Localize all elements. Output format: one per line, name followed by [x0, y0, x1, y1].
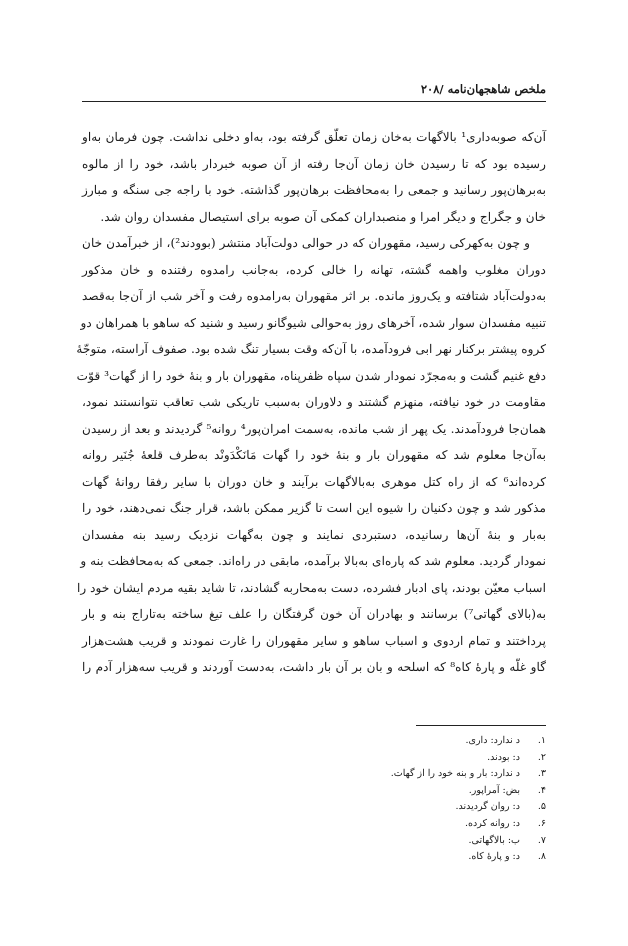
running-header: ملخص شاهجهان‌نامه /۲۰۸ — [420, 82, 546, 96]
footnote — [82, 766, 546, 783]
text-line: به‌دولت‌آباد شتافته و یک‌روز مانده. بر اثر مقهوران به‌رامدوه رفت و آخر شب از آن‌جا به‌قصد — [82, 289, 546, 303]
footnote-number: ۳. — [537, 768, 546, 780]
footnote — [82, 833, 546, 850]
text-line: مذکور شد و چون دکنیان را شیوه این است تا گزیر ممکن باشد، قرار جنگ نمی‌دهند، خود را — [82, 501, 546, 515]
footnote-text: د: روان گردیدند. — [455, 801, 520, 813]
footnote-text: د: و پارهٔ کاه. — [468, 851, 520, 863]
footnote — [82, 750, 546, 767]
footnote-text: د: روانه کرده. — [464, 817, 520, 829]
footnote-text: د: بودند. — [487, 751, 520, 763]
footnote-number: ۲. — [537, 751, 546, 763]
text-line: به(بالای گهاتی⁷) برسانند و بهادران آن خون گرفتگان را علف تیغ ساخته به‌تاراج بنه و بار — [82, 607, 546, 621]
footnote-number: ۴. — [537, 784, 546, 796]
footnote — [82, 849, 546, 866]
main-text — [76, 124, 546, 681]
footnote-number: ۵. — [537, 801, 546, 813]
footnote-text: د ندارد: بار و بنه خود را از گهات. — [390, 768, 520, 780]
text-line: پرداختند و تمام اردوی و اسباب ساهو و سایر مقهوران را غارت نمودند و قریب هشت‌هزار — [82, 633, 546, 648]
footnote-rule — [416, 725, 546, 726]
text-line: به‌بار و بنهٔ آن‌ها رسانیده، دستبردی نمایند و چون به‌گهات نزدیک رسید بنه مفسدان — [82, 527, 546, 542]
text-line: به‌آن‌جا معلوم شد که مقهوران بار و بنهٔ خود را گهات مَانَکْدَونْد به‌طرف قلعهٔ جُنَیر روانه — [82, 448, 546, 462]
text-line: آن‌که صوبه‌داری¹ بالاگهات به‌خان زمان تعلّق گرفته بود، به‌او دخلی نداشت. چون فرمان به‌او — [82, 130, 546, 144]
text-line: کروه پیشتر برکنار نهر ابی فرودآمده، با آن‌که وقت بسیار تنگ شده بود. صفوف آراسته، متوجّهٔ — [76, 342, 546, 356]
footnote-number: ۸. — [537, 851, 546, 863]
footnote-text: د ندارد: داری. — [465, 735, 520, 746]
text-line: رسیده بود که تا رسیدن خان زمان آن‌جا رفته از آن صوبه خبردار باشد، خود را از مالوه — [82, 156, 546, 171]
text-line: کرده‌اند⁶ که از راه کتل موهری به‌بالاگهات برآیند و خان دوران با سایر رفقا روانهٔ گهات — [82, 474, 546, 489]
text-line: گاو غلّه و پارهٔ کاه⁸ که اسلحه و بان بر آن بار داشت، به‌دست آوردند و قریب سه‌هزار آدم را — [82, 660, 546, 674]
footnote-text: ب: بالاگهاتی. — [468, 834, 520, 846]
footnote — [82, 816, 546, 833]
text-line: به‌برهان‌پور رسانید و جمعی را به‌محافظت برهان‌پور گذاشته. خود با راجه جی سنگه و مبارز — [82, 183, 546, 197]
footnote — [82, 783, 546, 800]
footnote-text: بض: آمراپور. — [468, 784, 520, 796]
text-line: مقاومت در خود نیافته، منهزم گشتند و دلاوران به‌سبب تاریکی شب تعاقب نتوانستند نمود، — [82, 395, 546, 409]
text-line: اسباب معیّن بودند، پای ادبار فشرده، دست به‌محاربه گشادند، تا شاید بقیه مردم ایشان خود را — [76, 580, 546, 595]
text-line: همان‌جا فرودآمدند. یک پهر از شب مانده، به‌سمت امران‌پور⁴ روانه⁵ گردیدند و بعد از رسیدن — [82, 421, 546, 436]
text-line: خان و جگراج و دیگر امرا و منصبداران کمکی آن صوبه برای استیصال مفسدان روان شد. — [100, 209, 546, 224]
text-line: نمودار گردید. معلوم شد که پاره‌ای به‌بالا برآمده، مابقی در راه‌اند. جمعی که به‌محافظت بنه و — [80, 554, 546, 568]
footnote — [82, 733, 546, 750]
footnote-number: ۱. — [537, 735, 546, 746]
text-line: دوران مغلوب واهمه گشته، تهانه را خالی کرده، به‌جانب رامدوه رفتنده و خان مذکور — [82, 262, 546, 277]
footnotes — [82, 733, 546, 866]
footnote-number: ۷. — [537, 834, 546, 846]
text-line: تنبیه مفسدان سوار شده، آخرهای روز به‌حوالی شیوگانو رسید و شنید که ساهو با همراهان دو — [80, 315, 546, 330]
footnote — [82, 799, 546, 816]
header-rule — [82, 101, 546, 102]
text-line: و چون به‌کهرکی رسید، مقهوران که در حوالی دولت‌آباد منتشر (بوودند²)، از خبرآمدن خان — [82, 236, 531, 250]
text-line: دفع غنیم گشت و به‌مجرّد نمودار شدن سپاه ظفرپناه، مقهوران بار و بنهٔ خود را از گهات³ قوّت — [76, 368, 546, 383]
footnote-number: ۶. — [537, 817, 546, 829]
